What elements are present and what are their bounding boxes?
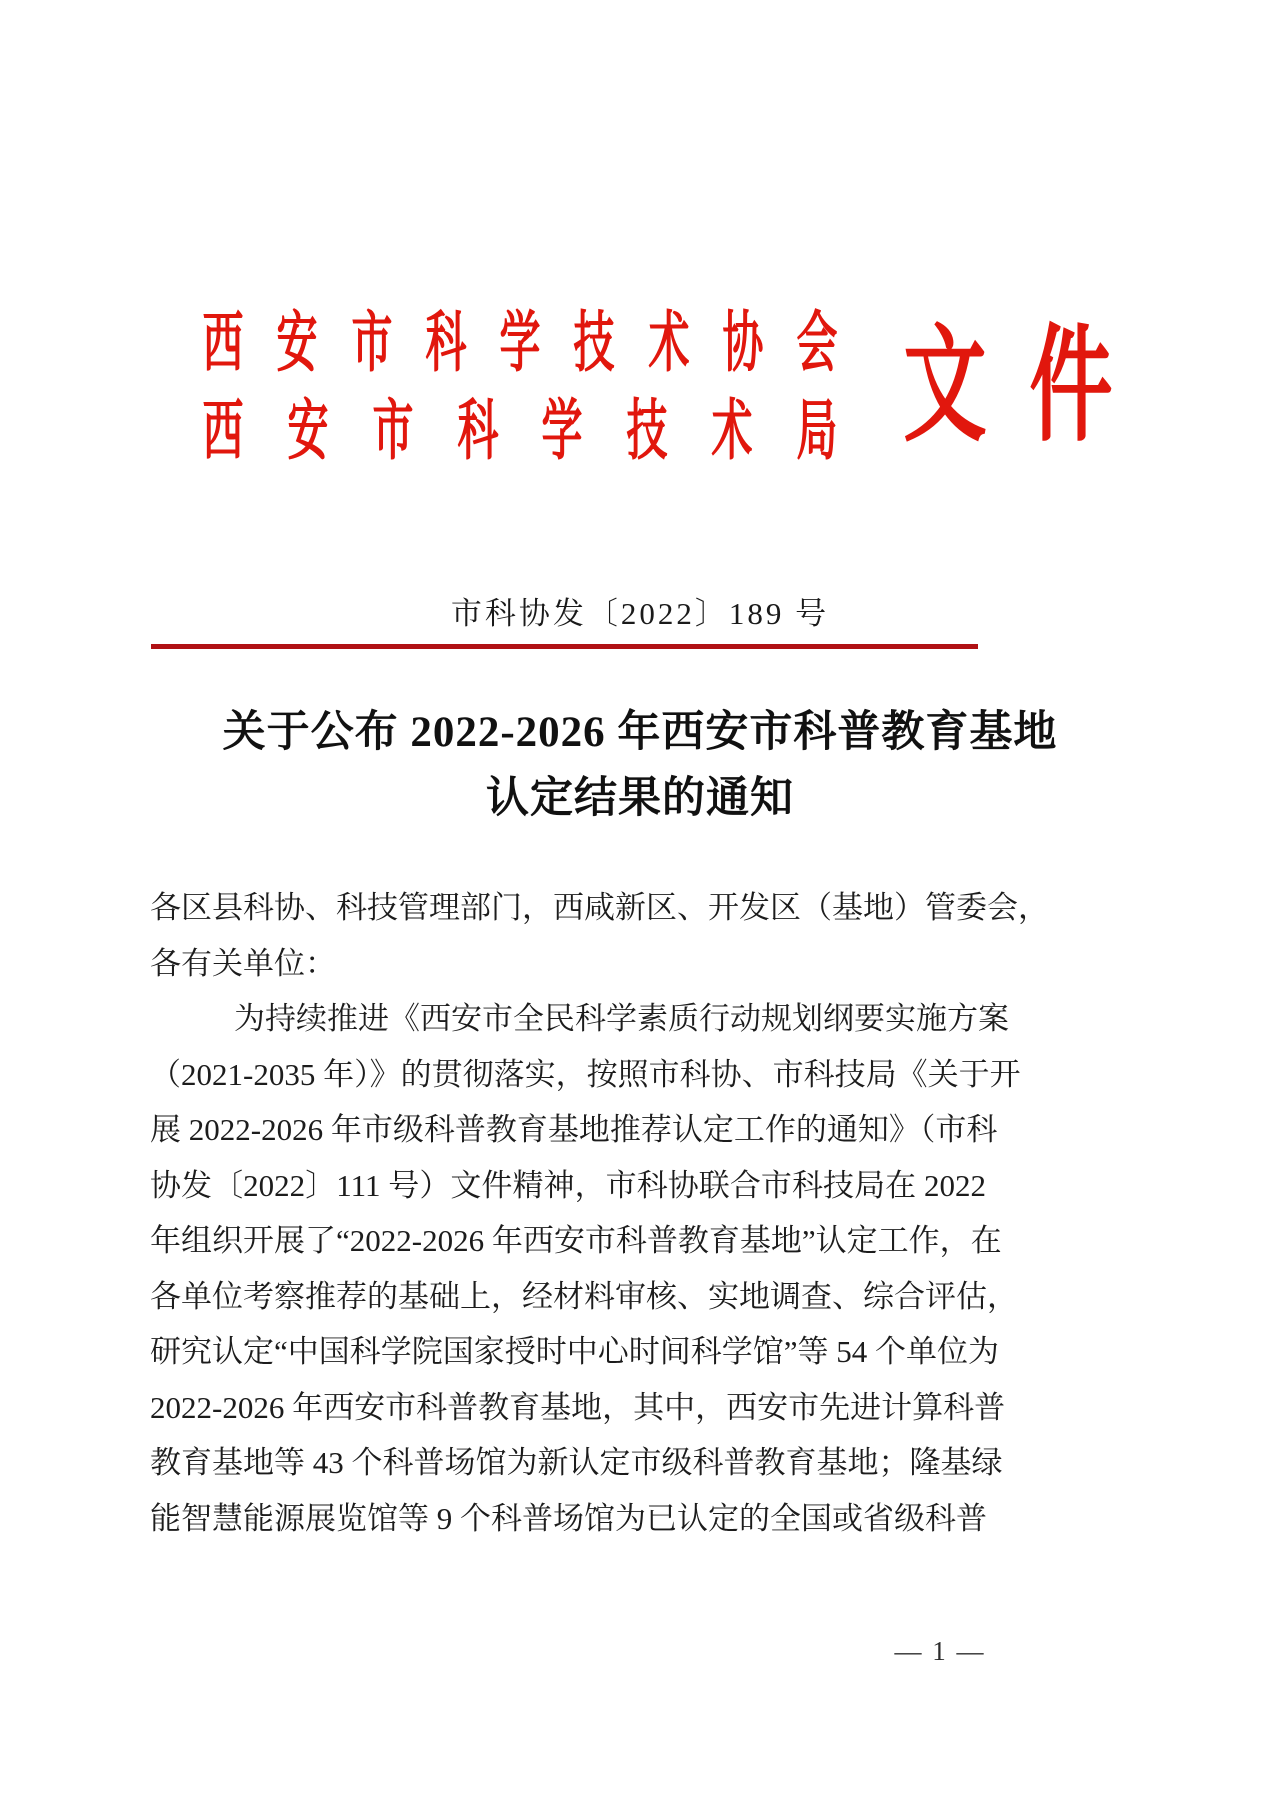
body-line: 年组织开展了“2022-2026 年西安市科普教育基地”认定工作，在 — [150, 1223, 1002, 1258]
issuing-organizations — [190, 304, 850, 472]
body-line: （2021-2035 年）》的贯彻落实，按照市科协、市科技局《关于开 — [150, 1056, 1021, 1092]
body-line: 能智慧能源展览馆等 9 个科普场馆为已认定的全国或省级科普 — [150, 1500, 987, 1536]
body-line: 协发〔2022〕111 号）文件精神，市科协联合市科技局在 2022 — [150, 1167, 986, 1203]
body-line: 各区县科协、科技管理部门，西咸新区、开发区（基地）管委会， — [150, 890, 1049, 925]
document-body — [150, 880, 1049, 1546]
title-line-2: 认定结果的通知 — [486, 775, 794, 822]
letterhead — [190, 300, 1113, 475]
body-line: 展 2022-2026 年市级科普教育基地推荐认定工作的通知》（市科 — [150, 1112, 998, 1147]
body-line: 各有关单位： — [150, 945, 336, 981]
body-line: 为持续推进《西安市全民科学素质行动规划纲要实施方案 — [234, 1001, 1009, 1036]
red-divider-line — [151, 644, 978, 649]
title-line-1: 关于公布 2022-2026 年西安市科普教育基地 — [222, 709, 1058, 756]
body-line: 教育基地等 43 个科普场馆为新认定市级科普教育基地；隆基绿 — [150, 1445, 1003, 1480]
body-line: 各单位考察推荐的基础上，经材料审核、实地调查、综合评估， — [150, 1278, 1018, 1314]
org-name-line2: 西 安 市 科 学 技 术 局 — [202, 394, 838, 468]
document-label: 文 件 — [903, 317, 1113, 457]
document-number: 市科协发〔2022〕189 号 — [450, 596, 830, 631]
body-line: 2022-2026 年西安市科普教育基地，其中，西安市先进计算科普 — [150, 1389, 1006, 1425]
body-line: 研究认定“中国科学院国家授时中心时间科学馆”等 54 个单位为 — [150, 1334, 1000, 1369]
page-number: — 1 — — [894, 1636, 986, 1666]
org-name-line1: 西 安 市 科 学 技 术 协 会 — [202, 306, 838, 380]
document-title — [0, 700, 1280, 832]
